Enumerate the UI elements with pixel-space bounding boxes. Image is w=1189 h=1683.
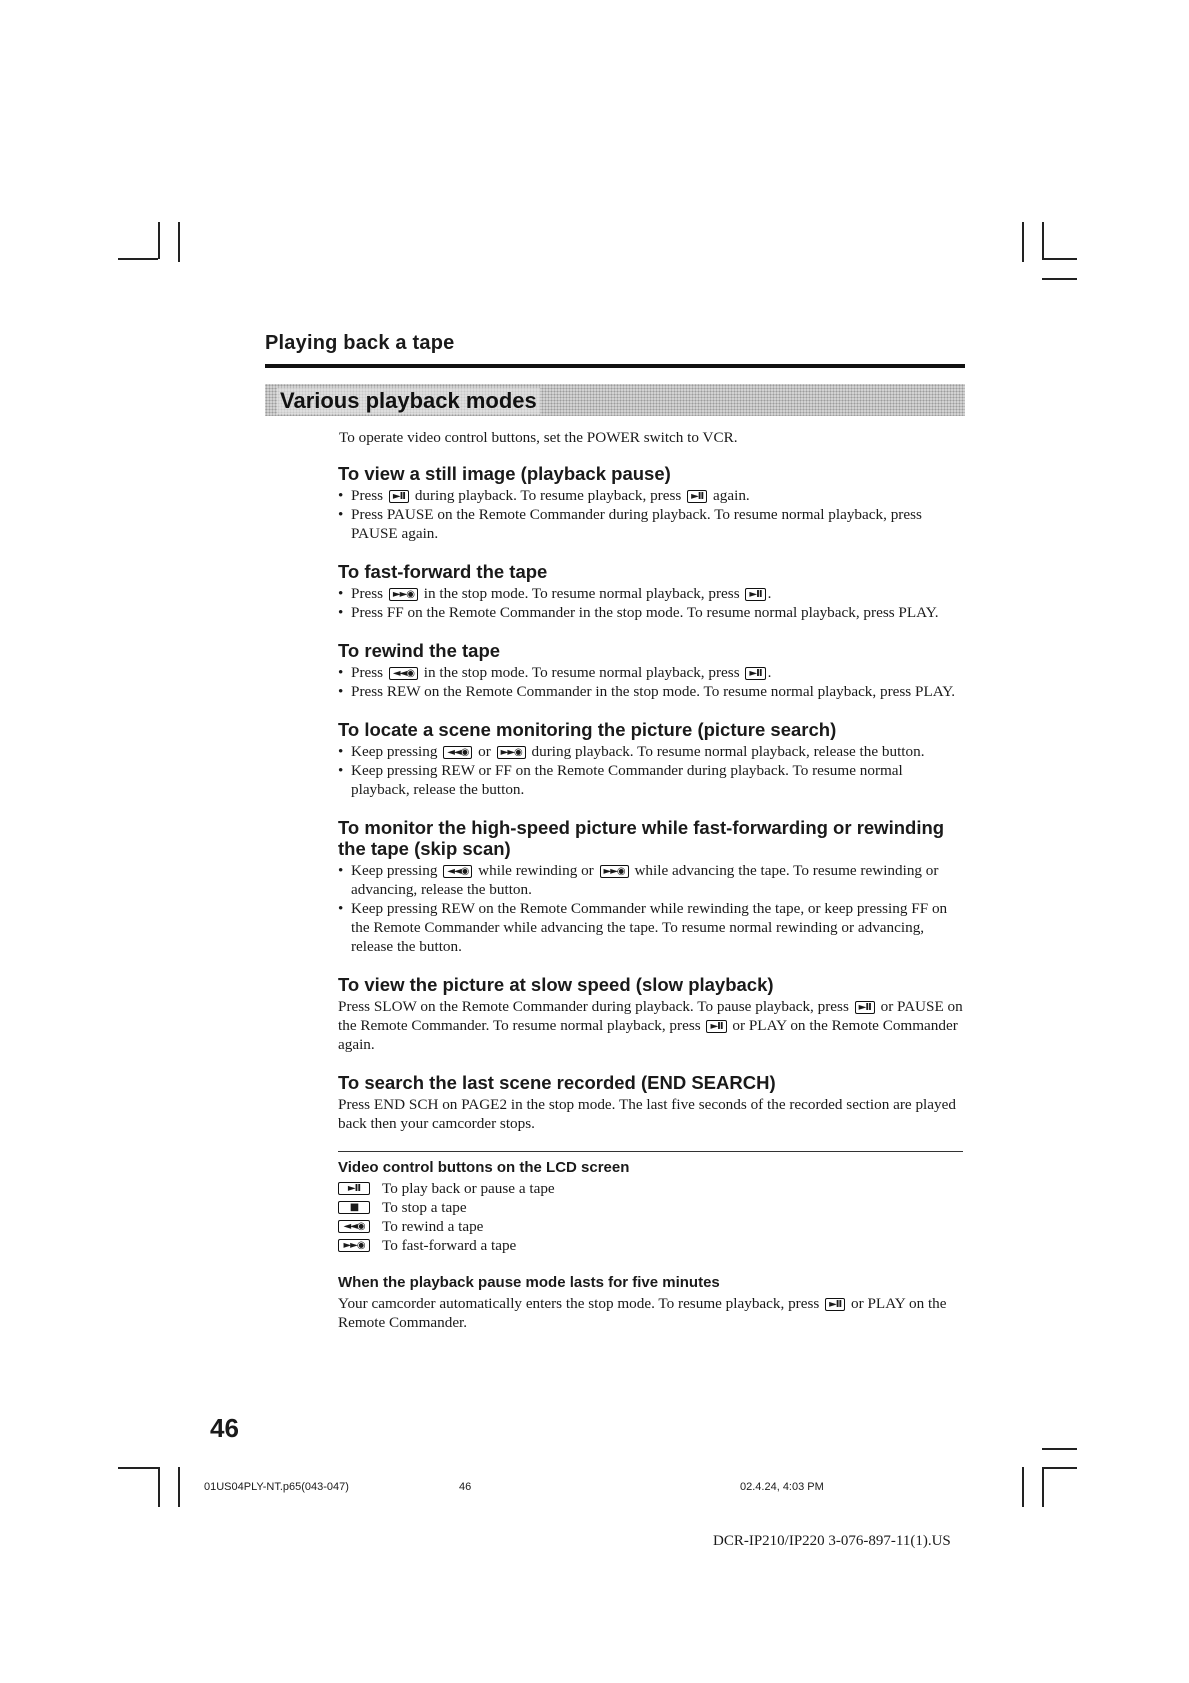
crop-mark [178,222,180,262]
section-title: Playing back a tape [265,332,455,354]
list-item: ►►◉ To fast-forward a tape [338,1236,963,1255]
footer-date: 02.4.24, 4:03 PM [740,1481,824,1493]
pause-note [338,1273,963,1332]
play-pause-icon: ►II [745,667,765,680]
crop-mark [1042,222,1044,259]
fast-forward-icon: ►►◉ [389,588,418,601]
rewind-icon: ◄◄◉ [443,746,472,759]
list-item: • Press PAUSE on the Remote Commander during playback. To resume normal playback, press PAUSE again. [338,505,963,543]
legend-title: Video control buttons on the LCD screen [338,1159,630,1176]
play-pause-icon: ►II [687,490,707,503]
end-search-section [338,1072,963,1133]
play-pause-icon: ►II [855,1001,875,1014]
footer-file: 01US04PLY-NT.p65(043-047) [204,1481,349,1493]
button-legend [338,1158,963,1255]
list-item: • Keep pressing ◄◄◉ or ►►◉ during playback. To resume normal playback, release the button. [338,742,963,761]
subheading: To rewind the tape [338,640,501,661]
crop-mark [1042,278,1077,280]
list-item: • Keep pressing ◄◄◉ while rewinding or ►►◉ while advancing the tape. To resume rewinding or advancing, release the button. [338,861,963,899]
fast-forward-icon: ►►◉ [497,746,526,759]
rewind-icon: ◄◄◉ [338,1220,370,1233]
footer-file-page: 46 [459,1481,472,1493]
intro-text: To operate video control buttons, set the POWER switch to VCR. [339,429,738,446]
list-item: • Press ►II during playback. To resume playback, press ►II again. [338,486,963,505]
crop-mark [118,258,158,260]
crop-mark [1042,1467,1077,1469]
list-item: ■ To stop a tape [338,1198,963,1217]
stop-icon: ■ [338,1201,370,1214]
list-item: • Press REW on the Remote Commander in the stop mode. To resume normal playback, press PLAY. [338,682,963,701]
still-image-section [338,463,963,543]
paragraph: Press END SCH on PAGE2 in the stop mode. The last five seconds of the recorded section are played back then your camcorder stops. [338,1096,956,1132]
subheading: To view a still image (playback pause) [338,463,671,484]
play-pause-icon: ►II [706,1020,726,1033]
crop-mark [1042,258,1077,260]
subheading: To locate a scene monitoring the picture (picture search) [338,719,837,740]
paragraph: Your camcorder automatically enters the stop mode. To resume playback, press ►II or PLAY on the Remote Commander. [338,1295,947,1331]
crop-mark [1022,1467,1024,1507]
fast-forward-icon: ►►◉ [338,1239,370,1252]
crop-mark [158,222,160,259]
subheading: To fast-forward the tape [338,561,548,582]
crop-mark [1042,1467,1044,1507]
model-code: DCR-IP210/IP220 3-076-897-11(1).US [713,1533,951,1549]
list-item: • Press ►►◉ in the stop mode. To resume normal playback, press ►II . [338,584,963,603]
page-number: 46 [210,1413,239,1443]
play-pause-icon: ►II [825,1298,845,1311]
slow-playback-section [338,974,963,1054]
subheading: To monitor the high-speed picture while fast-forwarding or rewinding the tape (skip scan) [338,817,945,859]
list-item: ►II To play back or pause a tape [338,1179,963,1198]
list-item: • Keep pressing REW or FF on the Remote Commander during playback. To resume normal playback, release the button. [338,761,963,799]
list-item: • Press ◄◄◉ in the stop mode. To resume normal playback, press ►II . [338,663,963,682]
crop-mark [1042,1448,1077,1450]
fast-forward-section [338,561,963,622]
list-item: • Keep pressing REW on the Remote Commander while rewinding the tape, or keep pressing FF on the Remote Commander while advancing the tape. To resume normal rewinding or advancing, release the button. [338,899,963,956]
paragraph: Press SLOW on the Remote Commander during playback. To pause playback, press ►II or PAUSE on the Remote Commander. To resume normal playback, press ►II or PLAY on the Remote Commander again. [338,998,963,1053]
crop-mark [118,1467,158,1469]
banner-title: Various playback modes [277,388,540,414]
subheading: To search the last scene recorded (END SEARCH) [338,1072,776,1093]
crop-mark [158,1467,160,1507]
rewind-section [338,640,963,701]
skip-scan-section [338,817,963,956]
play-pause-icon: ►II [745,588,765,601]
note-title: When the playback pause mode lasts for five minutes [338,1274,720,1291]
section-rule [265,364,965,368]
subheading: To view the picture at slow speed (slow playback) [338,974,774,995]
content [338,428,963,1332]
play-pause-icon: ►II [338,1182,370,1195]
rewind-icon: ◄◄◉ [389,667,418,680]
crop-mark [1022,222,1024,262]
list-item: • Press FF on the Remote Commander in the stop mode. To resume normal playback, press PLAY. [338,603,963,622]
fast-forward-icon: ►►◉ [600,865,629,878]
mode-banner [265,384,965,416]
play-pause-icon: ►II [389,490,409,503]
picture-search-section [338,719,963,799]
divider [338,1151,963,1152]
rewind-icon: ◄◄◉ [443,865,472,878]
crop-mark [178,1467,180,1507]
list-item: ◄◄◉ To rewind a tape [338,1217,963,1236]
